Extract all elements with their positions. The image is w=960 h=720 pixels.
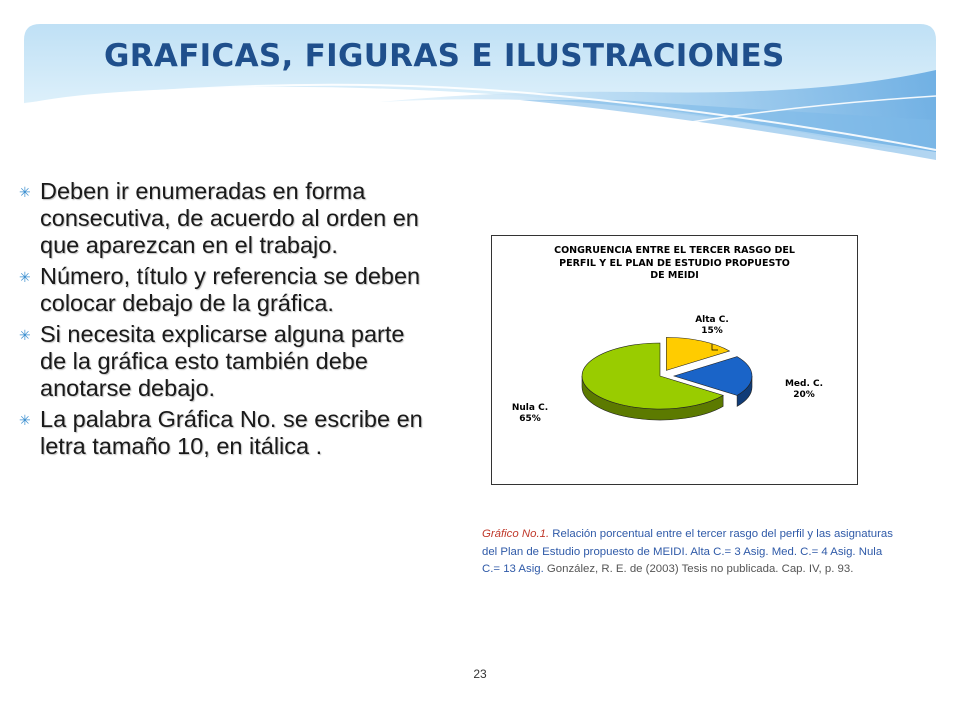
caption-figure-number: Gráfico No.1.	[482, 528, 550, 540]
bullet-item	[16, 178, 436, 259]
slide-title: GRAFICAS, FIGURAS E ILUSTRACIONES	[104, 38, 785, 74]
bullet-text: La palabra Gráfica No. se escribe en letra tamaño 10, en itálica .	[40, 406, 423, 459]
bullet-text: Número, título y referencia se deben colocar debajo de la gráfica.	[40, 263, 421, 316]
page-number: 23	[473, 667, 487, 681]
slice-name-label: Nula C.	[511, 403, 549, 413]
bullet-text: Deben ir enumeradas en forma consecutiva, de acuerdo al orden en que aparezcan en el trabajo.	[40, 178, 419, 258]
bullet-text: Si necesita explicarse alguna parte de la gráfica esto también debe anotarse debajo.	[40, 321, 405, 401]
caption-description: Relación porcentual entre el tercer rasgo del perfil y las asignaturas del Plan de Estudio propuesto de MEIDI.	[482, 528, 893, 558]
slice-name-label: Med. C.	[784, 379, 824, 389]
pie-chart	[492, 236, 857, 484]
star-bullet-icon: ✳	[19, 412, 31, 428]
slice-value-label: 65%	[519, 414, 541, 424]
slice-value-label: 20%	[793, 390, 815, 400]
star-bullet-icon: ✳	[19, 327, 31, 343]
header-banner	[0, 0, 960, 170]
bullet-item	[16, 321, 436, 402]
chart-title: CONGRUENCIA ENTRE EL TERCER RASGO DEL PERFIL Y EL PLAN DE ESTUDIO PROPUESTO DE MEIDI	[554, 245, 795, 281]
bullet-list	[16, 178, 436, 464]
slice-name-label: Alta C.	[695, 315, 729, 325]
star-bullet-icon: ✳	[19, 269, 31, 285]
caption-reference: González, R. E. de (2003) Tesis no publicada. Cap. IV, p. 93.	[543, 563, 854, 575]
bullet-item	[16, 406, 436, 460]
slice-value-label: 15%	[701, 326, 723, 336]
pie-chart-frame	[491, 235, 858, 485]
figure-caption	[482, 526, 902, 579]
bullet-item	[16, 263, 436, 317]
caption-counts: Alta C.= 3 Asig. Med. C.= 4 Asig. Nula C.= 13 Asig.	[482, 545, 883, 575]
star-bullet-icon: ✳	[19, 184, 31, 200]
